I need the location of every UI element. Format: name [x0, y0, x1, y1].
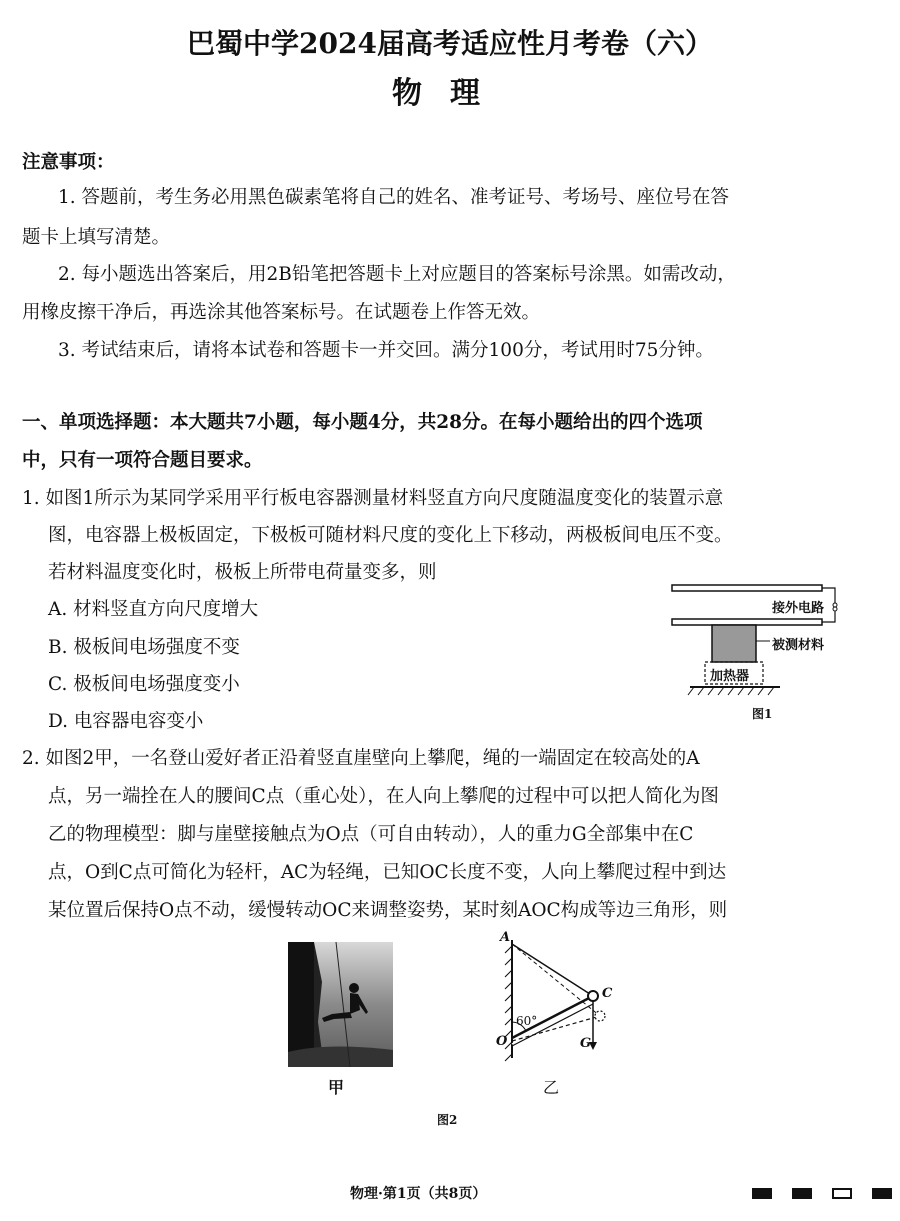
q1-option-a: A. 材料竖直方向尺度增大	[48, 599, 259, 620]
q1-text: 若材料温度变化时，极板上所带电荷量变多，则	[48, 562, 437, 583]
section-heading-cont: 中，只有一项符合题目要求。	[22, 450, 263, 471]
q2-text: 点，另一端拴在人的腰间C点（重心处），在人向上攀爬的过程中可以把人简化为图	[48, 786, 719, 807]
q2-text: 2. 如图2甲，一名登山爱好者正沿着竖直崖壁向上攀爬，绳的一端固定在较高处的A	[22, 748, 700, 769]
label-point-c: C	[602, 986, 613, 1001]
label-external-circuit: 接外电路	[772, 601, 825, 616]
label-material: 被测材料	[772, 638, 825, 653]
figure-2-caption: 图2	[437, 1113, 458, 1127]
label-heater: 加热器	[710, 669, 750, 684]
label-point-a: A	[500, 930, 511, 945]
footer-mark	[792, 1188, 812, 1199]
notice-item: 3. 考试结束后，请将本试卷和答题卡一并交回。满分100分，考试用时75分钟。	[58, 340, 714, 361]
figure-1-caption: 图1	[752, 707, 773, 721]
footer-mark	[832, 1188, 852, 1199]
notice-item: 2. 每小题选出答案后，用2B铅笔把答题卡上对应题目的答案标号涂黑。如需改动，	[58, 264, 736, 285]
label-point-o: O	[496, 1034, 508, 1049]
label-angle-60: 60°	[516, 1014, 538, 1028]
q2-text: 某位置后保持O点不动，缓慢转动OC来调整姿势，某时刻AOC构成等边三角形，则	[48, 900, 728, 921]
footer-mark	[872, 1188, 892, 1199]
footer-mark	[752, 1188, 772, 1199]
q1-option-c: C. 极板间电场强度变小	[48, 674, 240, 695]
subject-title: 物理	[392, 76, 508, 111]
page-footer: 物理·第1页（共8页）	[350, 1186, 487, 1202]
q2-text: 乙的物理模型：脚与崖壁接触点为O点（可自由转动），人的重力G全部集中在C	[48, 824, 694, 845]
q2-text: 点，O到C点可简化为轻杆，AC为轻绳，已知OC长度不变，人向上攀爬过程中到达	[48, 862, 727, 883]
q1-text: 图，电容器上极板固定，下极板可随材料尺度的变化上下移动，两极板间电压不变。	[48, 525, 733, 546]
label-yi: 乙	[543, 1078, 560, 1097]
notice-heading: 注意事项：	[22, 152, 115, 173]
label-jia: 甲	[328, 1078, 345, 1097]
notice-item: 题卡上填写清楚。	[22, 227, 171, 248]
figure-2-climber-photo	[288, 942, 393, 1067]
section-heading: 一、单项选择题：本大题共7小题，每小题4分，共28分。在每小题给出的四个选项	[22, 412, 703, 433]
exam-title: 巴蜀中学2024届高考适应性月考卷（六）	[187, 27, 713, 60]
q1-option-b: B. 极板间电场强度不变	[48, 637, 240, 658]
q1-option-d: D. 电容器电容变小	[48, 711, 204, 732]
label-gravity-g: G	[580, 1036, 592, 1051]
notice-item: 1. 答题前，考生务必用黑色碳素笔将自己的姓名、准考证号、考场号、座位号在答	[58, 187, 730, 208]
notice-item: 用橡皮擦干净后，再选涂其他答案标号。在试题卷上作答无效。	[22, 302, 541, 323]
q1-text: 1. 如图1所示为某同学采用平行板电容器测量材料竖直方向尺度随温度变化的装置示意	[22, 488, 724, 509]
